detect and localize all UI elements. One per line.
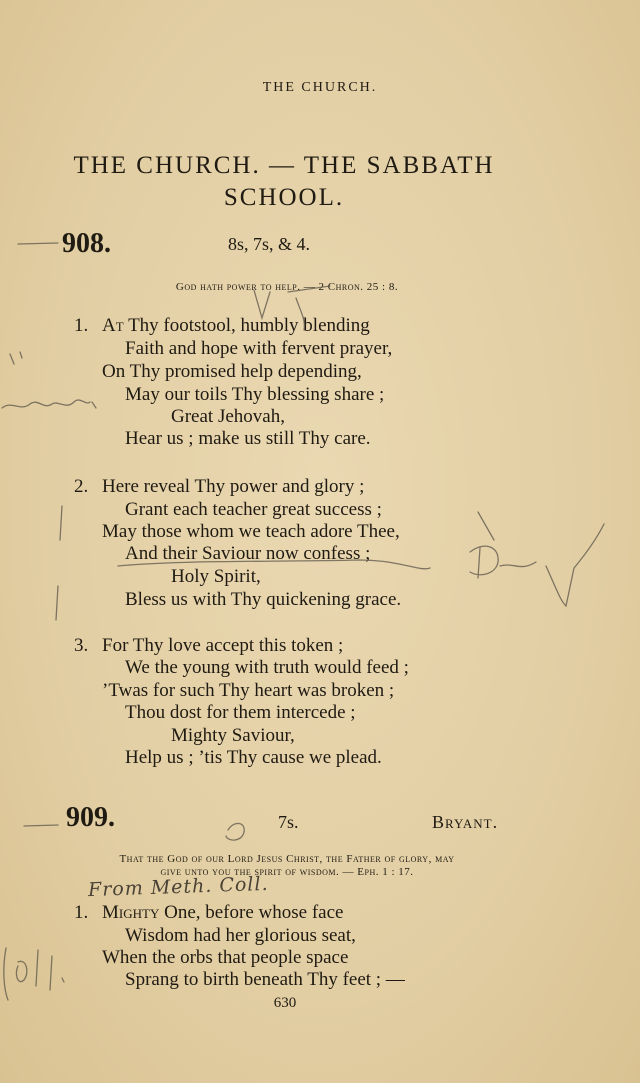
pencil-scribble	[254, 290, 270, 318]
verse-line: And their Saviour now confess ;	[125, 543, 371, 564]
hymn-number: 909.	[66, 802, 115, 833]
hymn-epigraph-line-1: That the God of our Lord Jesus Christ, the Father of glory, may	[119, 853, 455, 865]
pencil-scribble	[4, 948, 64, 1000]
pencil-scribble	[10, 352, 22, 364]
handwritten-note: From Meth. Coll.	[87, 872, 269, 902]
pencil-scribble	[60, 506, 62, 540]
verse-first-word: At	[102, 315, 124, 336]
hymn-epigraph: God hath power to help. — 2 Chron. 25 : 8.	[175, 281, 399, 293]
hymn-author: Bryant.	[432, 812, 499, 832]
section-title-line-1: THE CHURCH. — THE SABBATH	[73, 152, 495, 179]
verse-line: Wisdom had her glorious seat,	[125, 925, 356, 946]
hymn-meter: 7s.	[278, 812, 299, 832]
verse-first-line: For Thy love accept this token ;	[102, 635, 344, 656]
verse-line: Sprang to birth beneath Thy feet ; —	[125, 969, 405, 990]
verse-line: Grant each teacher great success ;	[125, 499, 382, 520]
verse-number: 2.	[74, 476, 89, 497]
verse-line: We the young with truth would feed ;	[125, 657, 409, 678]
hymn-epigraph-line-2: give unto you the spirit of wisdom. — Eph. 1 : 17.	[160, 866, 414, 878]
verse-first-rest: Thy footstool, humbly blending	[123, 315, 370, 336]
hymn-number: 908.	[62, 228, 111, 259]
verse-first-line: Here reveal Thy power and glory ;	[102, 476, 365, 497]
section-title	[0, 150, 568, 214]
pencil-dash	[18, 243, 58, 244]
section-title-line-2: SCHOOL.	[223, 184, 345, 211]
verse-line: May those whom we teach adore Thee,	[102, 521, 400, 542]
verse-line: ’Twas for such Thy heart was broken ;	[102, 680, 395, 701]
pencil-scribble	[470, 546, 536, 578]
pencil-scribble	[2, 400, 90, 408]
running-head: THE CHURCH.	[262, 80, 378, 95]
page-number: 630	[273, 995, 297, 1011]
pencil-scribble	[546, 524, 604, 606]
verse-number: 1.	[74, 315, 89, 336]
verse-line: Great Jehovah,	[171, 406, 285, 427]
verse-line: Bless us with Thy quickening grace.	[125, 589, 402, 610]
pencil-scribble	[56, 586, 58, 620]
verse-number: 3.	[74, 635, 89, 656]
pencil-scribble	[478, 512, 494, 540]
verse-first-word: Mighty	[102, 902, 160, 923]
verse-line: Mighty Saviour,	[171, 725, 295, 746]
verse-line: Thou dost for them intercede ;	[125, 702, 356, 723]
pencil-scribble	[92, 402, 96, 408]
verse-line: Hear us ; make us still Thy care.	[125, 428, 371, 449]
verse-first-rest: One, before whose face	[159, 902, 344, 923]
verse-line: Holy Spirit,	[171, 566, 261, 587]
verse-line: Help us ; ’tis Thy cause we plead.	[125, 747, 382, 768]
verse-first-line	[102, 902, 343, 924]
pencil-scribble	[226, 823, 244, 840]
pencil-dash	[24, 825, 58, 826]
verse-first-line	[102, 315, 370, 337]
verse-line: May our toils Thy blessing share ;	[125, 384, 385, 405]
verse-line: Faith and hope with fervent prayer,	[125, 338, 393, 359]
verse-line: When the orbs that people space	[102, 947, 349, 968]
verse-line: On Thy promised help depending,	[102, 361, 362, 382]
hymn-meter: 8s, 7s, & 4.	[228, 234, 311, 254]
verse-number: 1.	[74, 902, 89, 923]
